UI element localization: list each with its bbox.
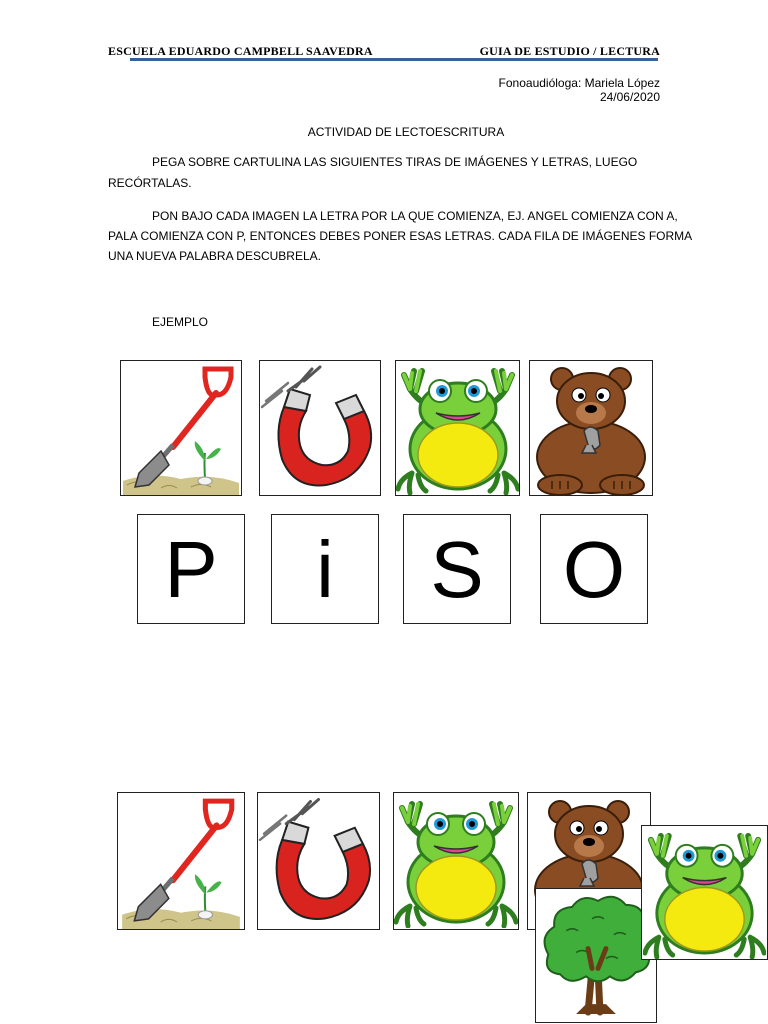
- instruction-1a: PEGA SOBRE CARTULINA LAS SIGUIENTES TIRAS DE IMÁGENES Y LETRAS, LUEGO: [152, 155, 638, 169]
- example-card-bear: [529, 360, 653, 496]
- letter-i: i: [316, 525, 334, 614]
- example-label: EJEMPLO: [152, 315, 209, 329]
- letter-o: O: [562, 525, 626, 614]
- exercise-card-frog-2: [641, 825, 768, 960]
- shovel-icon: [121, 361, 241, 495]
- example-card-magnet: [259, 360, 381, 496]
- letter-card-3: [403, 514, 511, 624]
- shovel-icon: [118, 793, 244, 929]
- instruction-2b: PALA COMIENZA CON P, ENTONCES DEBES PONER ESAS LETRAS. CADA FILA DE IMÁGENES FORMA: [108, 229, 693, 243]
- header-rule: [130, 58, 658, 61]
- activity-title: ACTIVIDAD DE LECTOESCRITURA: [307, 125, 505, 139]
- exercise-card-frog: [393, 792, 519, 930]
- bear-icon: [530, 361, 652, 495]
- frog-icon: [642, 826, 767, 959]
- exercise-card-shovel: [117, 792, 245, 930]
- letter-card-2: [271, 514, 379, 624]
- school-name: ESCUELA EDUARDO CAMPBELL SAAVEDRA: [108, 44, 373, 58]
- exercise-card-magnet: [257, 792, 380, 930]
- tree-icon: [536, 889, 656, 1022]
- magnet-icon: [260, 361, 380, 495]
- instruction-1b: RECÓRTALAS.: [108, 176, 192, 190]
- frog-icon: [396, 361, 520, 495]
- example-card-frog: [395, 360, 520, 496]
- exercise-card-tree: [535, 888, 657, 1023]
- magnet-icon: [258, 793, 379, 929]
- date-line: 24/06/2020: [599, 90, 660, 104]
- guide-title: GUIA DE ESTUDIO / LECTURA: [479, 44, 660, 58]
- letter-p: P: [164, 525, 218, 614]
- example-card-shovel: [120, 360, 242, 496]
- instruction-2a: PON BAJO CADA IMAGEN LA LETRA POR LA QUE COMIENZA, EJ. ANGEL COMIENZA CON A,: [152, 209, 678, 223]
- letter-card-4: [540, 514, 648, 624]
- instruction-2c: UNA NUEVA PALABRA DESCUBRELA.: [108, 249, 321, 263]
- frog-icon: [394, 793, 518, 929]
- letter-card-1: [137, 514, 245, 624]
- letter-s: S: [430, 525, 484, 614]
- author-line: Fonoaudióloga: Mariela López: [498, 76, 660, 90]
